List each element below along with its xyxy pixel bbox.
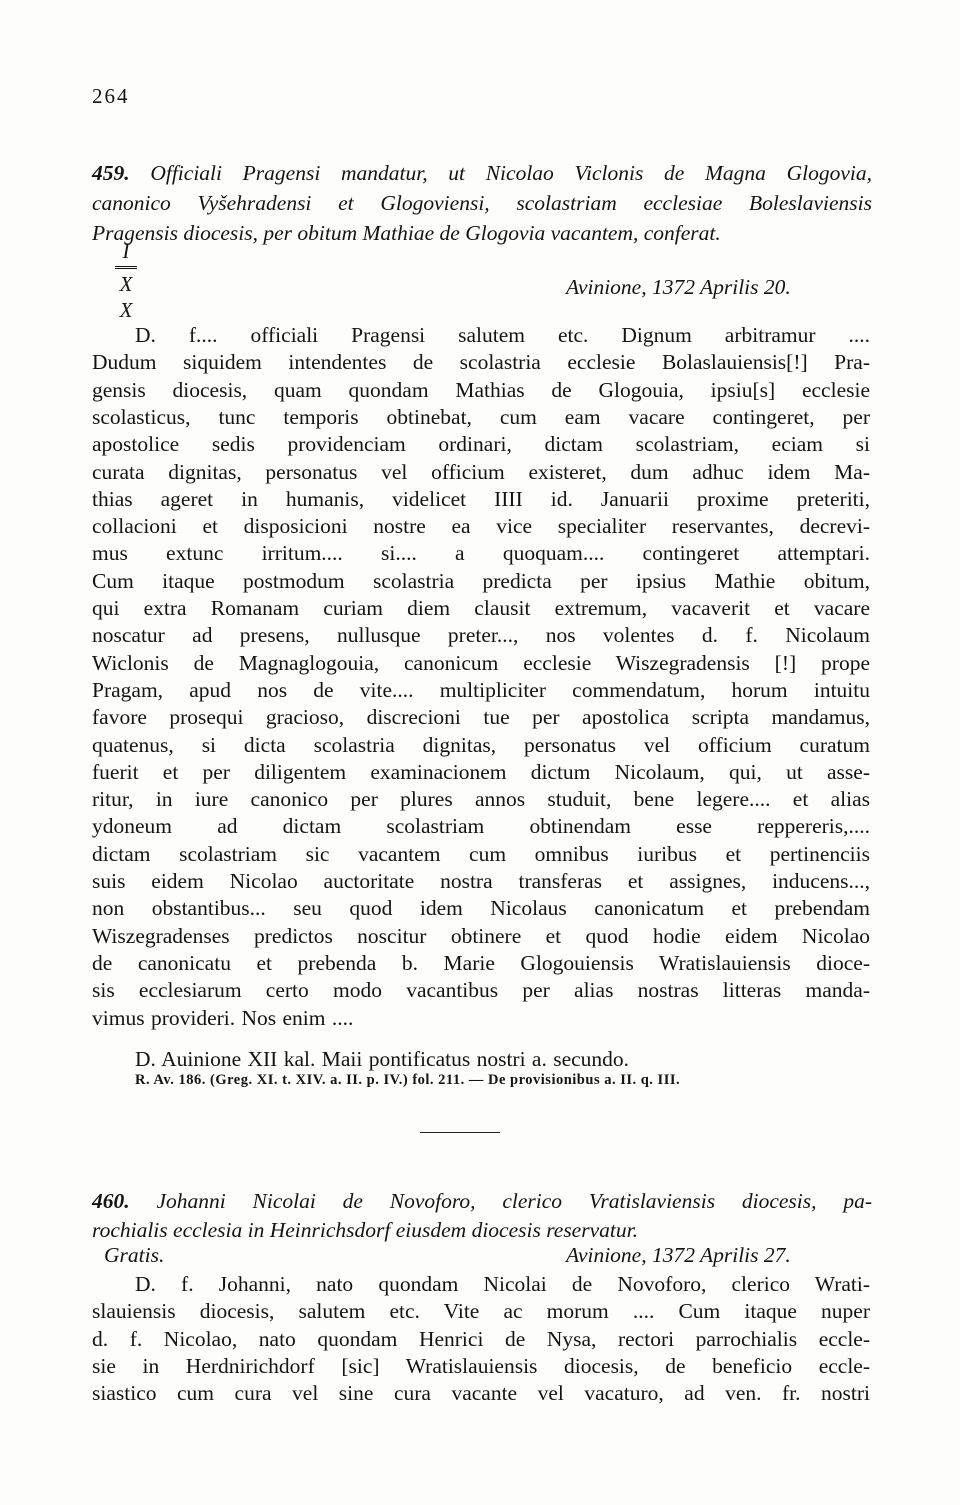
fraction-top: I (122, 239, 130, 263)
entry-459-closing: D. Auinione XII kal. Maii pontificatus nostri a. secundo. (135, 1047, 630, 1071)
body-line: ritur, in iure canonico per plures annos studuit, bene legere.... et alias (92, 787, 870, 812)
body-line: scolasticus, tunc temporis obtinebat, cum eam vacare contingeret, per (92, 404, 870, 429)
entry-459-heading-line: canonico Vyšehradensi et Glogoviensi, scolastriam ecclesiae Boleslaviensis (92, 191, 872, 215)
body-line: siastico cum cura vel sine cura vacante vel vacaturo, ad ven. fr. nostri (92, 1381, 870, 1406)
entry-459-heading-line (92, 158, 872, 188)
body-line: dictam scolastriam sic vacantem cum omnibus iuribus et pertinenciis (92, 841, 870, 866)
body-line: non obstantibus... seu quod idem Nicolaus canonicatum et prebendam (92, 896, 870, 921)
body-line: noscatur ad presens, nullusque preter..., nos volentes d. f. Nicolaum (92, 623, 870, 648)
body-line: D. f. Johanni, nato quondam Nicolai de Novoforo, clerico Wrati- (135, 1272, 870, 1296)
fraction-bottom: X (119, 298, 133, 322)
body-line: collacioni et disposicioni nostre ea vice specialiter reservantes, decrevi- (92, 514, 870, 539)
entry-460-heading-line: rochialis ecclesia in Heinrichsdorf eiusdem diocesis reservatur. (92, 1218, 638, 1242)
body-line: Wiclonis de Magnaglogouia, canonicum ecclesie Wiszegradensis [!] prope (92, 650, 870, 675)
entry-459-heading-text: Officiali Pragensi mandatur, ut Nicolao Viclonis de Magna Glogovia, (150, 161, 873, 185)
entry-459-number: 459. (92, 161, 130, 185)
entry-460-number: 460. (92, 1189, 130, 1213)
body-line: gensis diocesis, quam quondam Mathias de Glogouia, ipsiu[s] ecclesie (92, 377, 870, 402)
body-line: Wiszegradenses predictos noscitur obtinere et quod hodie eidem Nicolao (92, 923, 870, 948)
body-line: D. f.... officiali Pragensi salutem etc. Dignum arbitramur .... (135, 323, 870, 347)
body-line: fuerit et per diligentem examinacionem dictum Nicolaum, qui, ut asse- (92, 759, 870, 784)
body-line: de canonicatu et prebenda b. Marie Glogouiensis Wratislauiensis dioce- (92, 950, 870, 975)
body-line: curata dignitas, personatus vel officium existeret, dum adhuc idem Ma- (92, 459, 870, 484)
body-line: Cum itaque postmodum scolastria predicta per ipsius Mathie obitum, (92, 568, 870, 593)
body-line: suis eidem Nicolao auctoritate nostra transferas et assignes, inducens..., (92, 869, 870, 893)
entry-459-date: Avinione, 1372 Aprilis 20. (566, 275, 791, 299)
body-line: vimus provideri. Nos enim .... (92, 1005, 354, 1030)
body-line: slauiensis diocesis, salutem etc. Vite ac morum .... Cum itaque nuper (92, 1299, 870, 1324)
body-line: apostolice sedis providenciam ordinari, dictam scolastriam, eciam si (92, 432, 870, 457)
entry-459-heading-line: Pragensis diocesis, per obitum Mathiae de Glogovia vacantem, conferat. (92, 221, 721, 245)
fraction-mid: X (119, 272, 133, 296)
body-line: sie in Herdnirichdorf [sic] Wratislauiensis diocesis, de beneficio eccle- (92, 1353, 870, 1378)
body-line: mus extunc irritum.... si.... a quoquam.... contingeret attemptari. (92, 541, 870, 566)
entry-460-gratis: Gratis. (104, 1243, 165, 1267)
page-number: 264 (92, 84, 130, 108)
body-line: favore prosequi gracioso, discrecioni tue per apostolica scripta mandamus, (92, 705, 870, 730)
body-line: Dudum siquidem intendentes de scolastria ecclesie Bolaslauiensis[!] Pra- (92, 350, 870, 375)
entry-460-heading-text: Johanni Nicolai de Novoforo, clerico Vratislaviensis diocesis, pa- (156, 1189, 872, 1213)
body-line: ydoneum ad dictam scolastriam obtinendam esse reppereris,.... (92, 814, 870, 839)
body-line: thias ageret in humanis, videlicet IIII id. Januarii proxime preteriti, (92, 486, 870, 511)
body-line: Pragam, apud nos de vite.... multipliciter commendatum, horum intuitu (92, 677, 870, 702)
body-line: sis ecclesiarum certo modo vacantibus per alias nostras litteras manda- (92, 978, 870, 1003)
entry-460-heading-line (92, 1186, 872, 1216)
body-line: qui extra Romanam curiam diem clausit extremum, vacaverit et vacare (92, 596, 870, 620)
section-separator (420, 1132, 500, 1133)
entry-459-source: R. Av. 186. (Greg. XI. t. XIV. a. II. p. IV.) fol. 211. — De provisionibus a. II. q. III. (135, 1072, 681, 1088)
entry-460-date: Avinione, 1372 Aprilis 27. (566, 1243, 791, 1267)
fraction-bar (115, 266, 137, 269)
body-line: quatenus, si dicta scolastria dignitas, personatus vel officium curatum (92, 732, 870, 757)
marginal-fraction-mark (115, 238, 137, 323)
body-line: d. f. Nicolao, nato quondam Henrici de Nysa, rectori parrochialis eccle- (92, 1326, 870, 1351)
